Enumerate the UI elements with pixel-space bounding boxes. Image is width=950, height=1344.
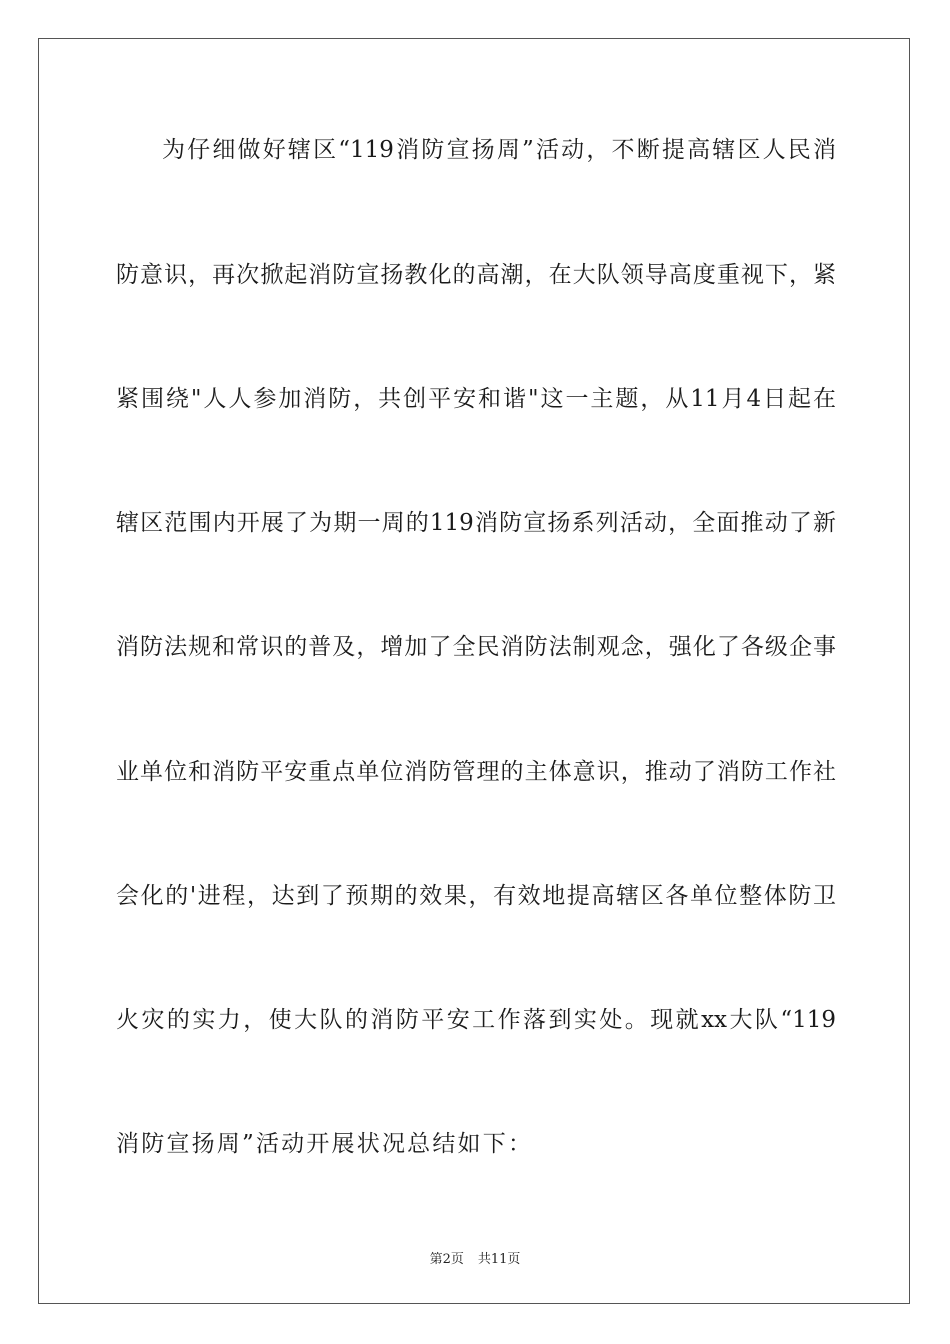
paragraph-line-6: 业单位和消防平安重点单位消防管理的主体意识，推动了消防工作社 <box>116 759 836 785</box>
page-number: 第2页 <box>429 1252 464 1267</box>
page-total: 共11页 <box>477 1252 521 1267</box>
paragraph-line-7: 会化的'进程，达到了预期的效果，有效地提高辖区各单位整体防卫 <box>116 883 836 909</box>
paragraph-line-5: 消防法规和常识的普及，增加了全民消防法制观念，强化了各级企事 <box>116 634 836 660</box>
paragraph-line-2: 防意识，再次掀起消防宣扬教化的高潮，在大队领导高度重视下，紧 <box>116 262 836 288</box>
paragraph-line-9: 消防宣扬周”活动开展状况总结如下： <box>116 1131 534 1157</box>
page-footer <box>0 1248 950 1267</box>
page-border <box>38 38 910 1304</box>
paragraph-line-8: 火灾的实力，使大队的消防平安工作落到实处。现就xx大队“119 <box>116 1007 836 1033</box>
paragraph-line-4: 辖区范围内开展了为期一周的119消防宣扬系列活动，全面推动了新 <box>116 510 836 536</box>
paragraph-line-3: 紧围绕"人人参加消防，共创平安和谐"这一主题，从11月4日起在 <box>116 386 836 412</box>
paragraph-line-1: 为仔细做好辖区“119消防宣扬周”活动，不断提高辖区人民消 <box>162 137 836 163</box>
